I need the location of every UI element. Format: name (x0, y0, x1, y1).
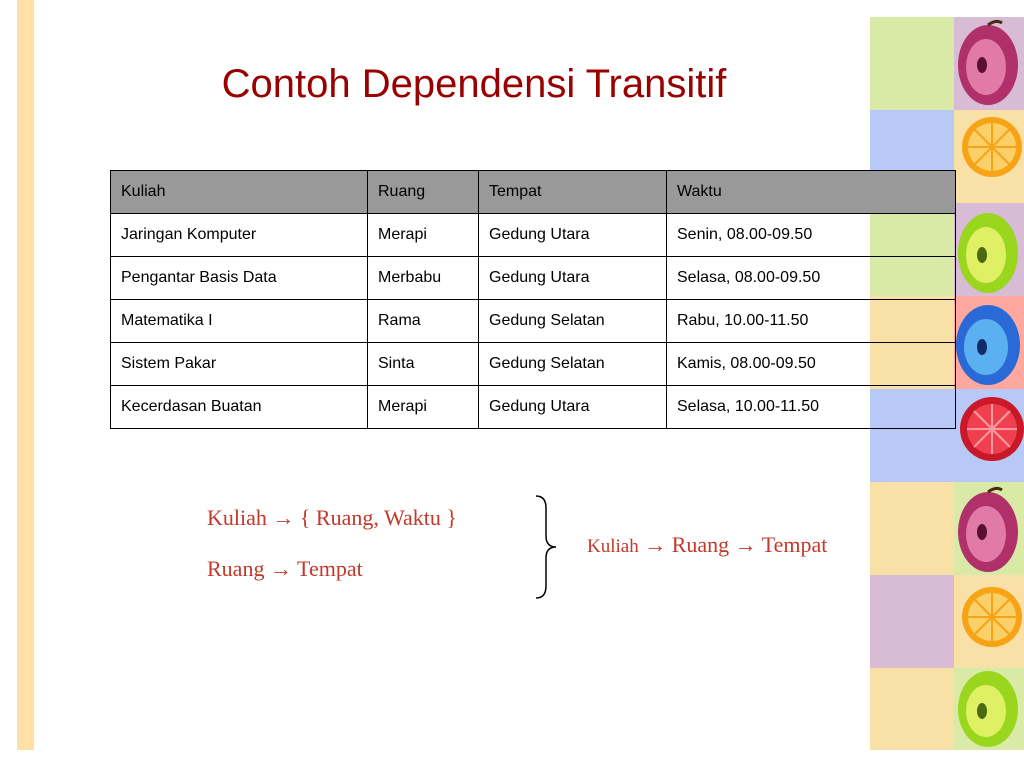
transitive-result (587, 532, 827, 558)
apple-icon-2 (958, 488, 1018, 572)
right-brace-icon (534, 494, 560, 600)
cell-ruang: Sinta (368, 343, 479, 386)
red-citrus-icon (960, 397, 1024, 461)
cell-kuliah: Matematika I (111, 300, 368, 343)
dependency-1: Kuliah → { Ruang, Waktu } (207, 505, 457, 530)
orange-slice-icon-2 (962, 587, 1022, 647)
cell-kuliah: Kecerdasan Buatan (111, 386, 368, 429)
cell-kuliah: Jaringan Komputer (111, 214, 368, 257)
cell-waktu: Senin, 08.00-09.50 (667, 214, 956, 257)
cell-tempat: Gedung Selatan (479, 343, 667, 386)
dependency-2: Ruang → Tempat (207, 556, 363, 581)
blue-apple-icon (956, 305, 1020, 385)
apple-icon (958, 21, 1018, 105)
orange-slice-icon (962, 117, 1022, 177)
green-apple-icon (958, 213, 1018, 293)
cell-waktu: Selasa, 08.00-09.50 (667, 257, 956, 300)
table-row (111, 386, 956, 429)
green-apple-icon-2 (958, 671, 1018, 747)
cell-tempat: Gedung Utara (479, 214, 667, 257)
header-ruang: Ruang (368, 171, 479, 214)
header-waktu: Waktu (667, 171, 956, 214)
cell-ruang: Merapi (368, 214, 479, 257)
header-kuliah: Kuliah (111, 171, 368, 214)
cell-kuliah: Pengantar Basis Data (111, 257, 368, 300)
table-row (111, 257, 956, 300)
cell-waktu: Kamis, 08.00-09.50 (667, 343, 956, 386)
table-row (111, 300, 956, 343)
cell-tempat: Gedung Utara (479, 386, 667, 429)
slide-title: Contoh Dependensi Transitif (221, 62, 727, 106)
table-row (111, 343, 956, 386)
cell-tempat: Gedung Utara (479, 257, 667, 300)
cell-ruang: Merbabu (368, 257, 479, 300)
header-tempat: Tempat (479, 171, 667, 214)
result-right: → Ruang → Tempat (644, 532, 828, 557)
table-header-row (111, 171, 956, 214)
cell-tempat: Gedung Selatan (479, 300, 667, 343)
cell-waktu: Selasa, 10.00-11.50 (667, 386, 956, 429)
course-table (110, 170, 956, 429)
cell-ruang: Rama (368, 300, 479, 343)
table-row (111, 214, 956, 257)
result-left: Kuliah (587, 536, 639, 557)
cell-ruang: Merapi (368, 386, 479, 429)
left-decor-stripe (17, 0, 34, 750)
cell-waktu: Rabu, 10.00-11.50 (667, 300, 956, 343)
cell-kuliah: Sistem Pakar (111, 343, 368, 386)
